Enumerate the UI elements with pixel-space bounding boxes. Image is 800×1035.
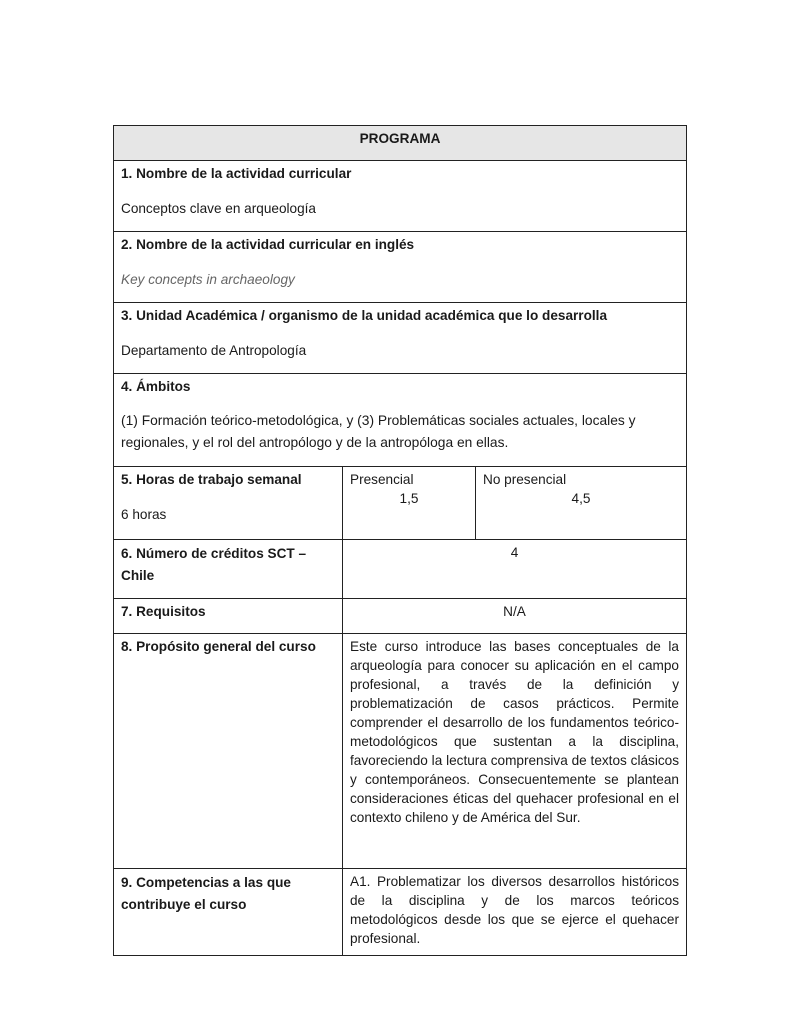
section-1-value: Conceptos clave en arqueología [121, 201, 316, 216]
section-2-value: Key concepts in archaeology [121, 272, 295, 287]
program-title: PROGRAMA [114, 126, 687, 161]
section-6-value: 4 [343, 540, 687, 599]
section-1-row [114, 161, 687, 232]
section-2-row [114, 232, 687, 303]
section-6-row [114, 540, 687, 599]
section-5-value: 6 horas [121, 507, 167, 522]
section-5-title: 5. Horas de trabajo semanal [121, 472, 302, 487]
section-9-row [114, 869, 687, 956]
section-4-row [114, 374, 687, 467]
no-presencial-value: 4,5 [571, 491, 591, 506]
section-7-row [114, 599, 687, 634]
section-7-value: N/A [343, 599, 687, 634]
section-8-title: 8. Propósito general del curso [114, 634, 343, 869]
section-5-row [114, 467, 687, 540]
section-3-title: 3. Unidad Académica / organismo de la unidad académica que lo desarrolla [121, 308, 608, 323]
section-1-title: 1. Nombre de la actividad curricular [121, 166, 352, 181]
section-4-value: (1) Formación teórico-metodológica, y (3) Problemáticas sociales actuales, locales y regionales, y el rol del antropólogo y de la antropóloga en ellas. [121, 413, 636, 450]
section-3-value: Departamento de Antropología [121, 343, 307, 358]
header-row [114, 126, 687, 161]
section-8-row [114, 634, 687, 869]
presencial-value: 1,5 [399, 491, 419, 506]
section-9-title: 9. Competencias a las que contribuye el curso [114, 869, 343, 956]
section-2-title: 2. Nombre de la actividad curricular en inglés [121, 237, 415, 252]
section-4-title: 4. Ámbitos [121, 379, 191, 394]
section-6-title: 6. Número de créditos SCT – Chile [114, 540, 343, 599]
document-page [113, 125, 686, 956]
no-presencial-label: No presencial [483, 472, 567, 487]
presencial-label: Presencial [350, 472, 414, 487]
section-3-row [114, 303, 687, 374]
section-9-value: A1. Problematizar los diversos desarrollos históricos de la disciplina y de los marcos teóricos metodológicos desde los que se ejerce el quehacer profesional. [343, 869, 687, 956]
section-7-title: 7. Requisitos [114, 599, 343, 634]
section-8-value: Este curso introduce las bases conceptuales de la arqueología para conocer su aplicación en el campo profesional, a través de la definición y problematización de casos prácticos. Permite comprender el desarrollo de los fundamentos teórico-metodológicos que sustentan a la disciplina, favoreciendo la lectura comprensiva de textos clásicos y contemporáneos. Consecuentemente se plantean consideraciones éticas del quehacer profesional en el contexto chileno y de América del Sur. [343, 634, 687, 869]
program-table [113, 125, 687, 956]
